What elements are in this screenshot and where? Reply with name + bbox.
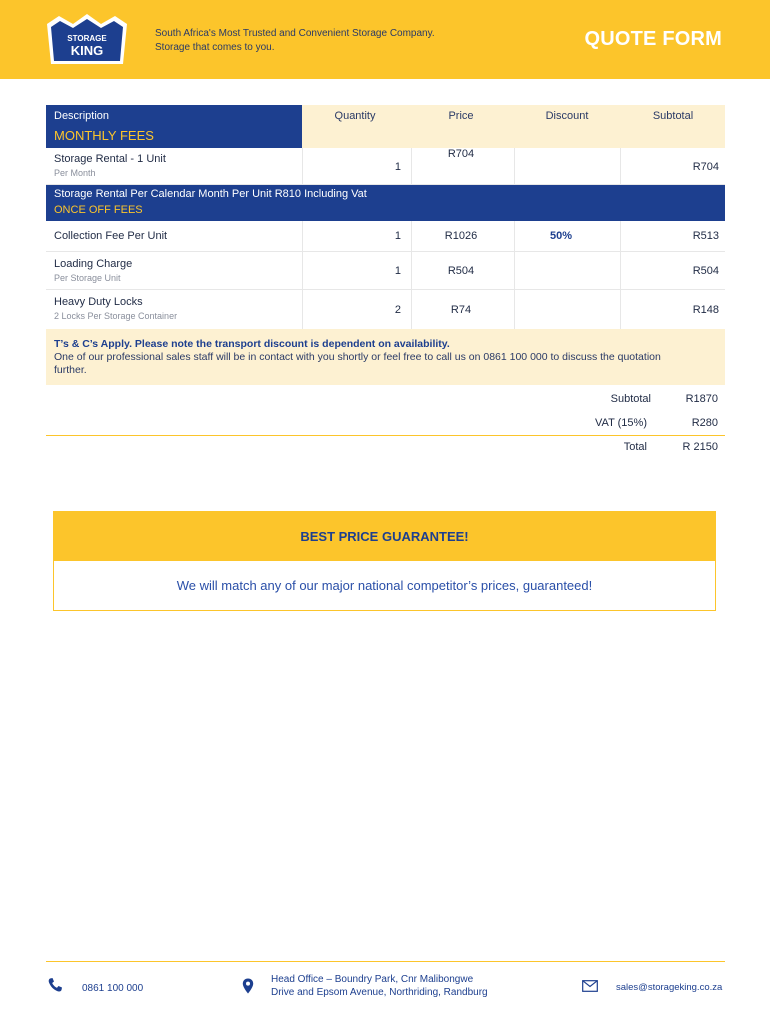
item-price: R1026 [444,230,478,242]
item-subtext: Per Month [54,168,96,178]
section-monthly-fees: MONTHLY FEES [54,128,154,143]
quantity-header: Quantity [334,110,376,122]
subtotal-value: R1870 [685,393,718,405]
header-bar [0,0,770,79]
totals-divider [46,435,725,436]
subtotal-label: Subtotal [610,393,651,405]
vat-label: VAT (15%) [595,417,647,429]
item-price: R74 [450,304,472,316]
terms-note-heading: T’s & C’s Apply. Please note the transport discount is dependent on availability. [54,338,450,350]
footer-email[interactable]: sales@storageking.co.za [616,982,723,993]
envelope-icon [582,979,598,997]
item-subtotal: R513 [692,230,719,242]
item-name: Loading Charge [54,258,133,270]
best-price-guarantee-box [53,511,716,611]
table-row [46,290,725,329]
guarantee-title: BEST PRICE GUARANTEE! [54,512,715,561]
footer-divider [46,961,725,962]
subtotal-header: Subtotal [652,110,694,122]
item-discount: 50% [549,230,573,242]
description-header-cell [46,105,302,148]
item-price: R504 [447,265,475,277]
logo-text-line1: STORAGE [67,34,107,43]
terms-note [46,329,725,385]
item-subtotal: R148 [692,304,719,316]
item-subtext: Per Storage Unit [54,273,121,283]
discount-header: Discount [545,110,589,122]
item-quantity: 1 [394,230,401,242]
item-subtotal: R704 [692,161,719,173]
table-header-row [46,105,725,148]
footer-phone[interactable]: 0861 100 000 [82,983,144,994]
tagline-line2: Storage that comes to you. [155,42,275,53]
item-quantity: 1 [394,265,401,277]
page-title: QUOTE FORM [584,28,722,50]
rental-vat-note: Storage Rental Per Calendar Month Per Unit R810 Including Vat [54,188,367,200]
table-row [46,221,725,252]
item-quantity: 2 [394,304,401,316]
section-once-off-fees: ONCE OFF FEES [54,204,143,216]
total-label: Total [623,441,647,453]
price-header: Price [448,110,474,122]
table-row [46,148,725,185]
item-quantity: 1 [394,161,401,173]
address-line2: Drive and Epsom Avenue, Northriding, Randburg [271,987,488,998]
table-row [46,252,725,290]
storage-king-logo [45,14,129,66]
item-price: R704 [447,148,475,160]
address-line1: Head Office – Boundry Park, Cnr Malibongwe [271,974,474,985]
once-off-band [46,185,725,221]
item-subtext: 2 Locks Per Storage Container [54,311,178,321]
item-name: Storage Rental - 1 Unit [54,153,166,165]
terms-note-text: One of our professional sales staff will be in contact with you shortly or feel free to call us on 0861 100 000 to discuss the quotation further. [54,351,661,376]
item-subtotal: R504 [692,265,719,277]
quote-table [46,105,725,329]
item-name: Collection Fee Per Unit [54,230,168,242]
tagline-line1: South Africa's Most Trusted and Convenient Storage Company. [155,28,435,39]
logo-text-line2: KING [70,43,104,58]
description-header: Description [54,110,110,122]
phone-icon [47,977,63,998]
guarantee-text: We will match any of our major national competitor’s prices, guaranteed! [176,578,593,593]
total-value: R 2150 [682,441,718,453]
vat-value: R280 [691,417,718,429]
footer-address [271,973,488,999]
tagline [155,27,435,55]
location-pin-icon [242,978,254,999]
item-name: Heavy Duty Locks [54,296,143,308]
